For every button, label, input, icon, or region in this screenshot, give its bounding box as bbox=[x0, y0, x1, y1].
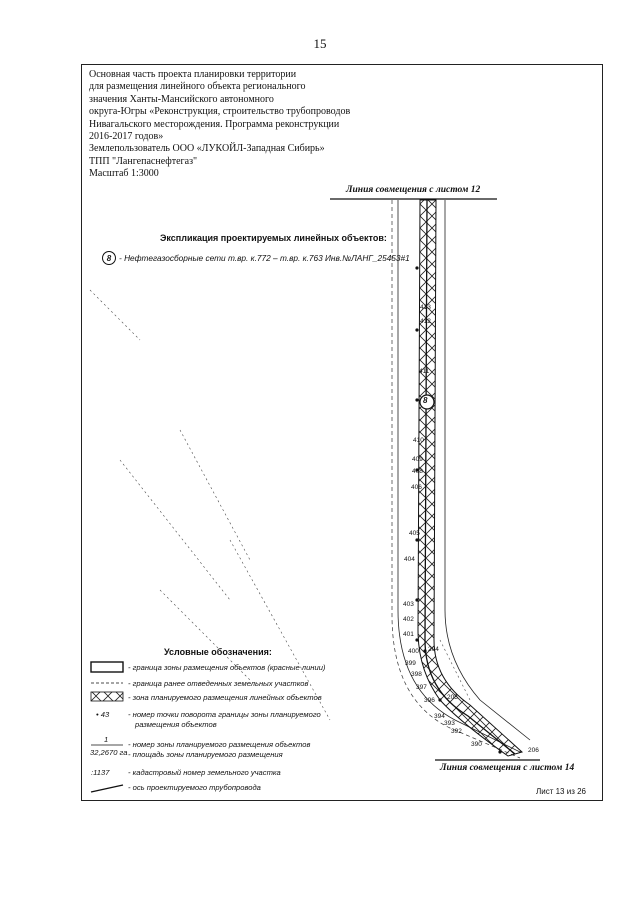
legend-item-text: - граница ранее отведенных земельных участков bbox=[128, 679, 309, 688]
point-label: 412 bbox=[420, 318, 431, 325]
point-label: 401 bbox=[403, 631, 414, 638]
explication-item-text: - Нефтегазосборные сети т.вр. к.772 – т.вр. к.763 Инв.№ЛАНГ_25453#1 bbox=[119, 253, 410, 263]
point-label: 204 bbox=[428, 646, 439, 653]
legend-item-text: - зона планируемого размещения линейных объектов bbox=[128, 693, 322, 702]
title-line: Нивагальского месторождения. Программа реконструкции bbox=[89, 118, 340, 130]
point-label: 394 bbox=[434, 713, 445, 720]
legend-item-text: - кадастровый номер земельного участка bbox=[128, 768, 281, 777]
point-label: 392 bbox=[451, 728, 462, 735]
legend-point-symbol: • 43 bbox=[96, 710, 110, 719]
legend-item-text: - площадь зоны планируемого размещения bbox=[128, 750, 283, 759]
title-line: округа-Югры «Реконструкция, строительство трубопроводов bbox=[89, 106, 351, 118]
title-line: 2016-2017 годов» bbox=[89, 131, 164, 143]
hatched-zone-symbol bbox=[91, 692, 123, 701]
map-object-number: 8 bbox=[423, 396, 428, 405]
legend-item-text: - граница зоны размещения объектов (красные линии) bbox=[128, 663, 326, 672]
point-label: 390 bbox=[471, 741, 482, 748]
match-line-bottom-label: Линия совмещения с листом 14 bbox=[440, 763, 575, 773]
scale-label: Масштаб 1:3000 bbox=[89, 168, 159, 180]
point-label: 402 bbox=[403, 616, 414, 623]
point-label: 393 bbox=[444, 720, 455, 727]
title-line: Основная часть проекта планировки территории bbox=[89, 69, 297, 80]
legend-item-text: - номер зоны планируемого размещения объектов bbox=[128, 740, 311, 749]
legend-item-text: размещения объектов bbox=[135, 720, 217, 729]
point-label: 399 bbox=[405, 660, 416, 667]
point-label: 409 bbox=[412, 456, 423, 463]
title-line: Землепользователь ООО «ЛУКОЙЛ-Западная Сибирь» bbox=[89, 143, 325, 155]
object-number-badge: 8 bbox=[102, 251, 116, 265]
legend-item-text: - номер точки поворота границы зоны планируемого bbox=[128, 710, 321, 719]
legend-title: Условные обозначения: bbox=[164, 647, 272, 657]
point-label: 411 bbox=[419, 368, 430, 375]
point-label: 398 bbox=[411, 671, 422, 678]
legend-zone-number: 1 bbox=[104, 735, 109, 744]
point-label: 205 bbox=[447, 694, 458, 701]
legend-zone-area: 32,2670 га bbox=[90, 748, 128, 757]
match-line-top-label: Линия совмещения с листом 12 bbox=[346, 185, 481, 195]
title-line: значения Ханты-Мансийского автономного bbox=[89, 93, 274, 105]
legend-cadastral-symbol: :1137 bbox=[91, 768, 110, 777]
title-line: ТПП "Лангепаснефтегаз" bbox=[89, 155, 198, 167]
title-line: для размещения линейного объекта регионального bbox=[89, 81, 306, 93]
red-lines-symbol bbox=[91, 662, 123, 672]
page-number: 15 bbox=[313, 36, 327, 51]
point-label: 404 bbox=[404, 556, 415, 563]
point-label: 400 bbox=[408, 648, 419, 655]
legend-item-text: - ось проектируемого трубопровода bbox=[128, 783, 261, 792]
point-label: 405 bbox=[409, 530, 420, 537]
pipeline-axis-symbol bbox=[91, 785, 123, 792]
point-label: 413 bbox=[420, 304, 431, 311]
point-label: 206 bbox=[528, 747, 539, 754]
explication-title: Экспликация проектируемых линейных объектов: bbox=[160, 233, 387, 243]
point-label: 397 bbox=[416, 684, 427, 691]
point-label: 406 bbox=[411, 484, 422, 491]
point-label: 403 bbox=[403, 601, 414, 608]
sheet-label: Лист 13 из 26 bbox=[536, 787, 586, 796]
point-label: 396 bbox=[424, 697, 435, 704]
point-label: 410 bbox=[413, 437, 424, 444]
point-label: 408 bbox=[412, 468, 423, 475]
